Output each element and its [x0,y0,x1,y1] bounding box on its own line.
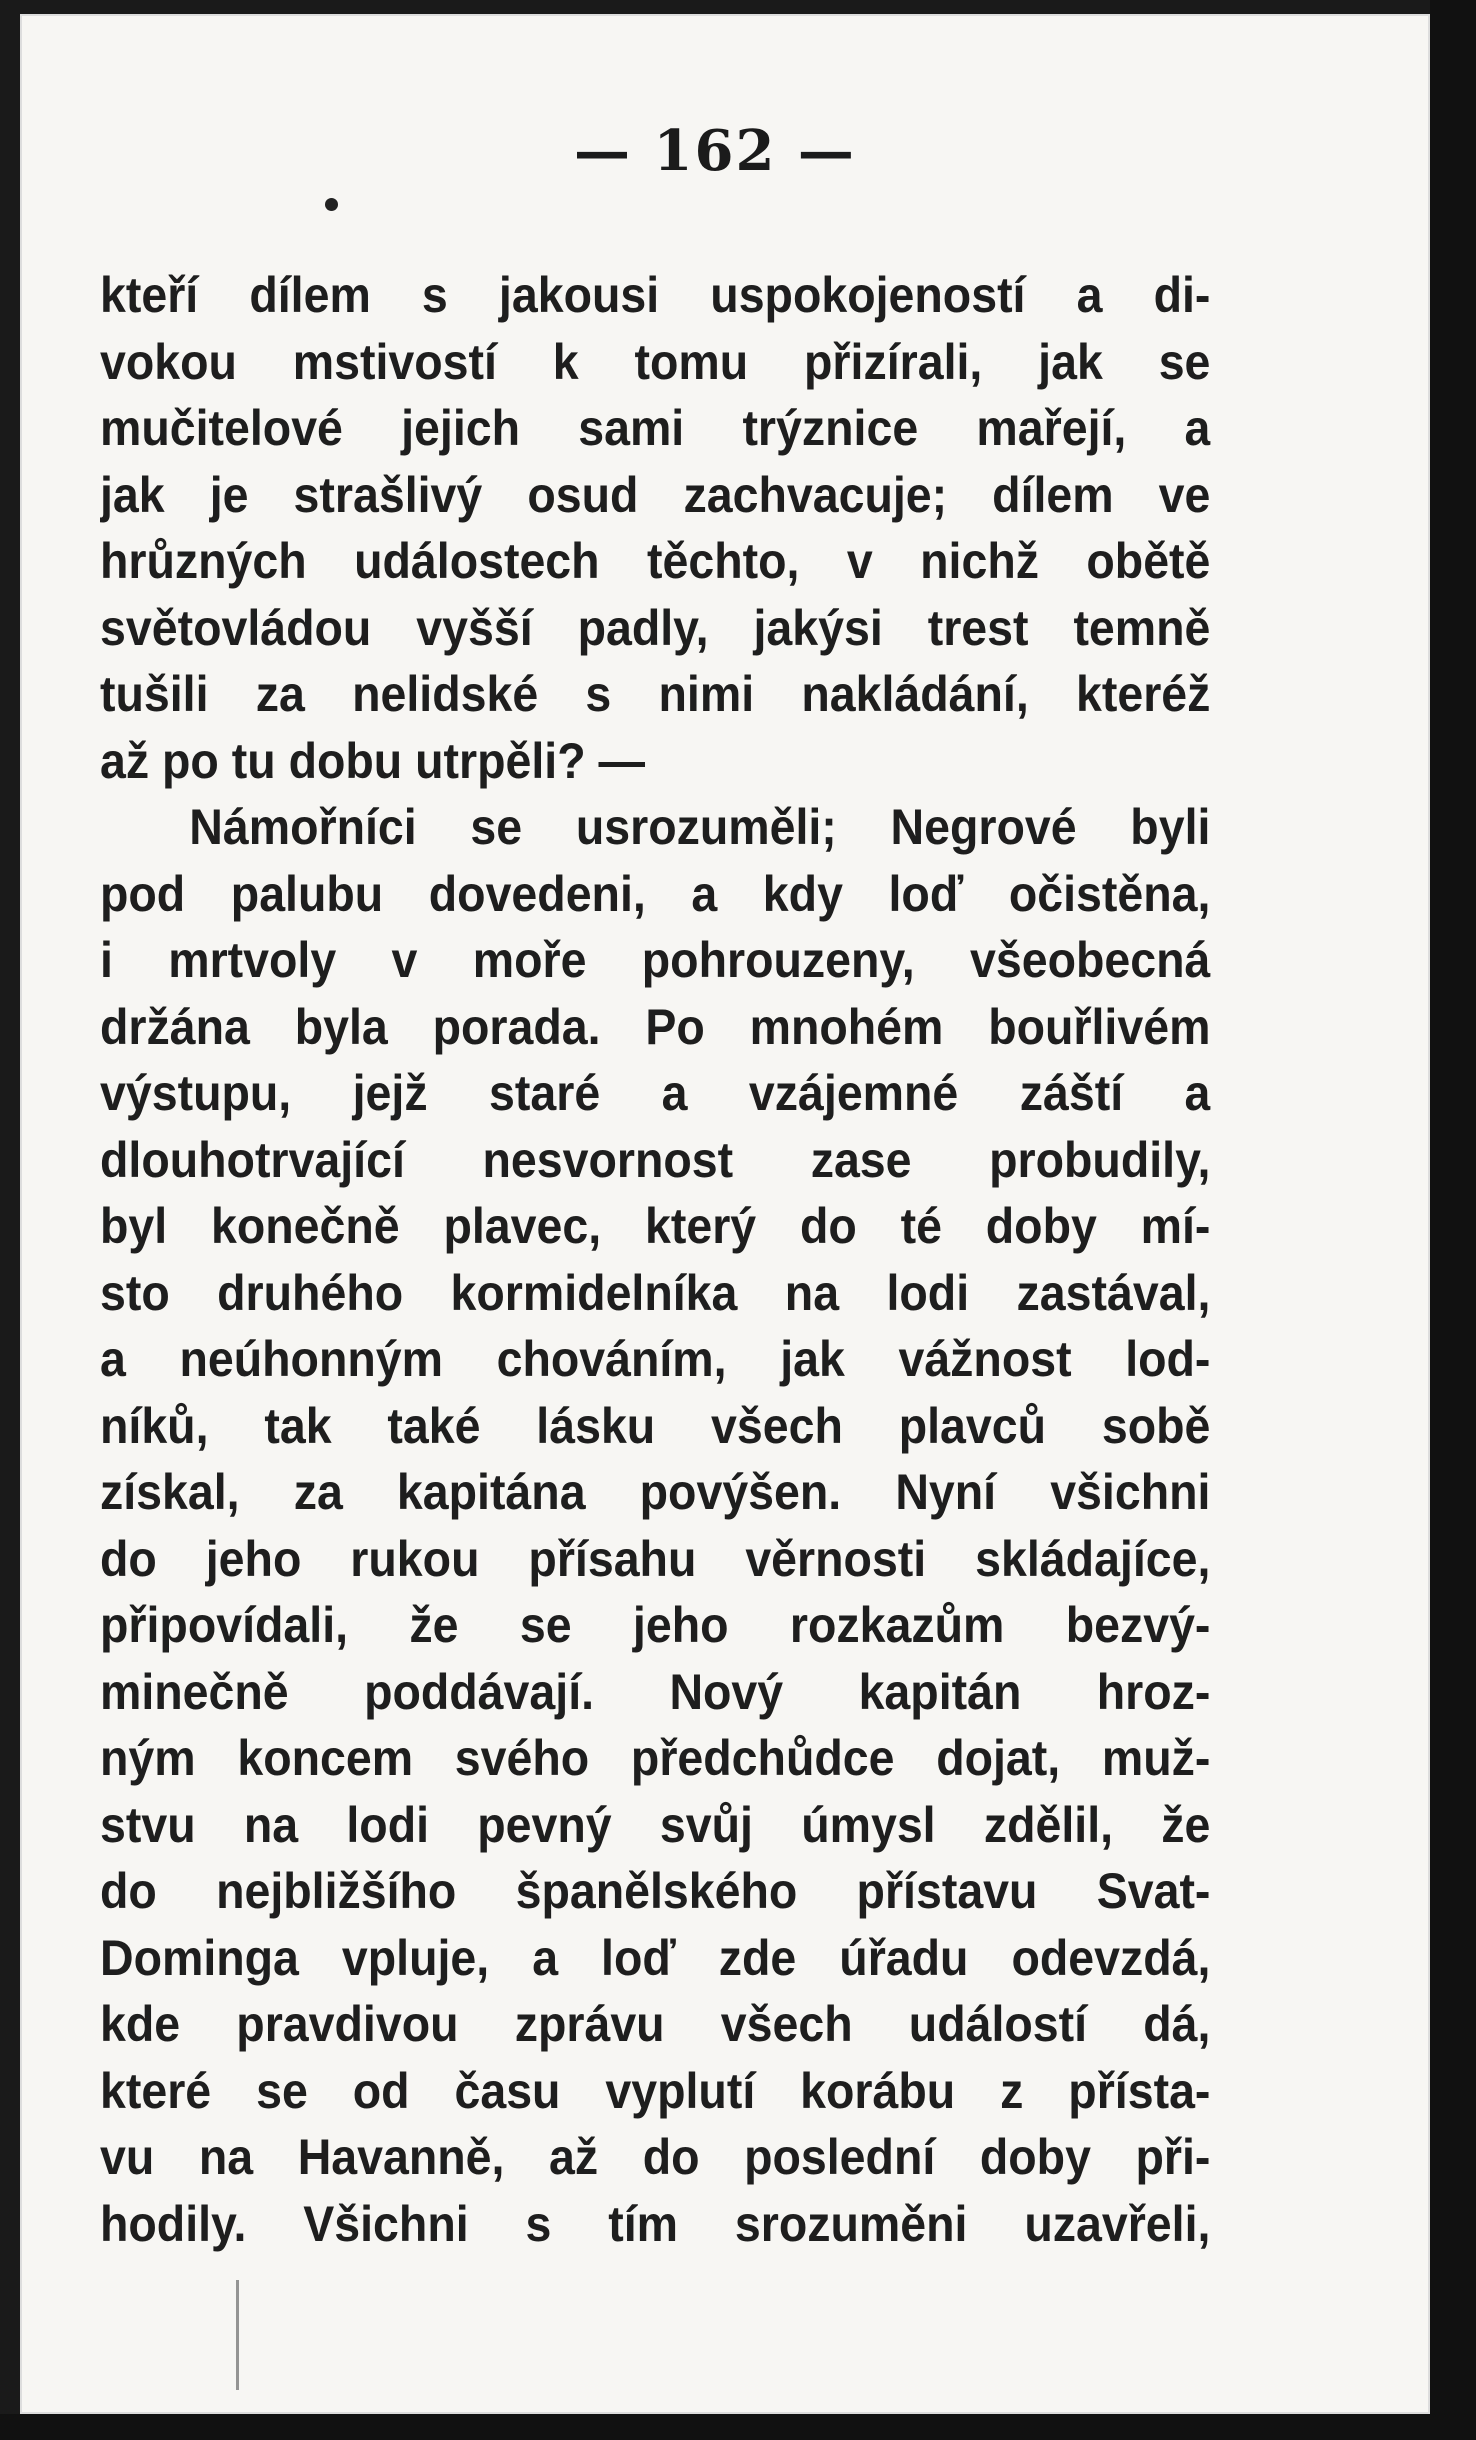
text-line: kteří dílem s jakousi uspokojeností a di- [100,267,1211,323]
text-line: níků, tak také lásku všech plavců sobě [100,1397,1211,1454]
text-line: ným koncem svého předchůdce dojat, muž- [100,1730,1211,1786]
body-text [100,262,1210,2257]
scan-edge-right [1430,0,1476,2440]
text-line: byl konečně plavec, který do té doby mí- [100,1198,1211,1254]
text-line: výstupu, jejž staré a vzájemné záští a [100,1065,1211,1121]
page-number: — 162 — [574,118,856,184]
text-line: a neúhonným chováním, jak vážnost lod- [100,1331,1211,1387]
text-line: které se od času vyplutí korábu z přísta- [100,2062,1211,2119]
margin-pencil-mark [236,2280,239,2390]
text-line: dlouhotrvající nesvornost zase probudily, [100,1131,1211,1188]
text-line: Dominga vpluje, a loď zde úřadu odevzdá, [100,1929,1211,1986]
text-line: vokou mstivostí k tomu přizírali, jak se [100,333,1211,390]
text-line: do jeho rukou přísahu věrnosti skládajíce, [100,1530,1211,1587]
text-line: držána byla porada. Po mnohém bouřlivém [100,998,1211,1055]
text-line: minečně poddávají. Nový kapitán hroz- [100,1663,1211,1720]
text-line: kde pravdivou zprávu všech událostí dá, [100,1996,1211,2052]
ink-speck [325,198,338,211]
text-line: tušili za nelidské s nimi nakládání, kteréž [100,666,1211,722]
scan-edge-bottom [0,2414,1476,2440]
text-line: hodily. Všichni s tím srozuměni uzavřeli, [100,2195,1211,2252]
text-line: mučitelové jejich sami trýznice mařejí, a [100,400,1211,456]
text-line: sto druhého kormidelníka na lodi zastával, [100,1264,1211,1321]
text-line: jak je strašlivý osud zachvacuje; dílem ve [100,466,1211,523]
text-line: do nejbližšího španělského přístavu Svat- [100,1863,1211,1919]
text-line: připovídali, že se jeho rozkazům bezvý- [100,1597,1211,1653]
text-line: světovládou vyšší padly, jakýsi trest temně [100,599,1211,656]
text-line: až po tu dobu utrpěli? — [100,732,646,789]
text-line: pod palubu dovedeni, a kdy loď očistěna, [100,865,1211,922]
text-line: Námořníci se usrozuměli; Negrové byli [189,799,1211,855]
text-line: vu na Havanně, až do poslední doby při- [100,2129,1211,2185]
text-line: hrůzných událostech těchto, v nichž obětě [100,533,1211,589]
text-line: získal, za kapitána povýšen. Nyní všichni [100,1464,1211,1520]
text-line: stvu na lodi pevný svůj úmysl zdělil, že [100,1796,1211,1853]
text-line: i mrtvoly v moře pohrouzeny, všeobecná [100,932,1211,988]
